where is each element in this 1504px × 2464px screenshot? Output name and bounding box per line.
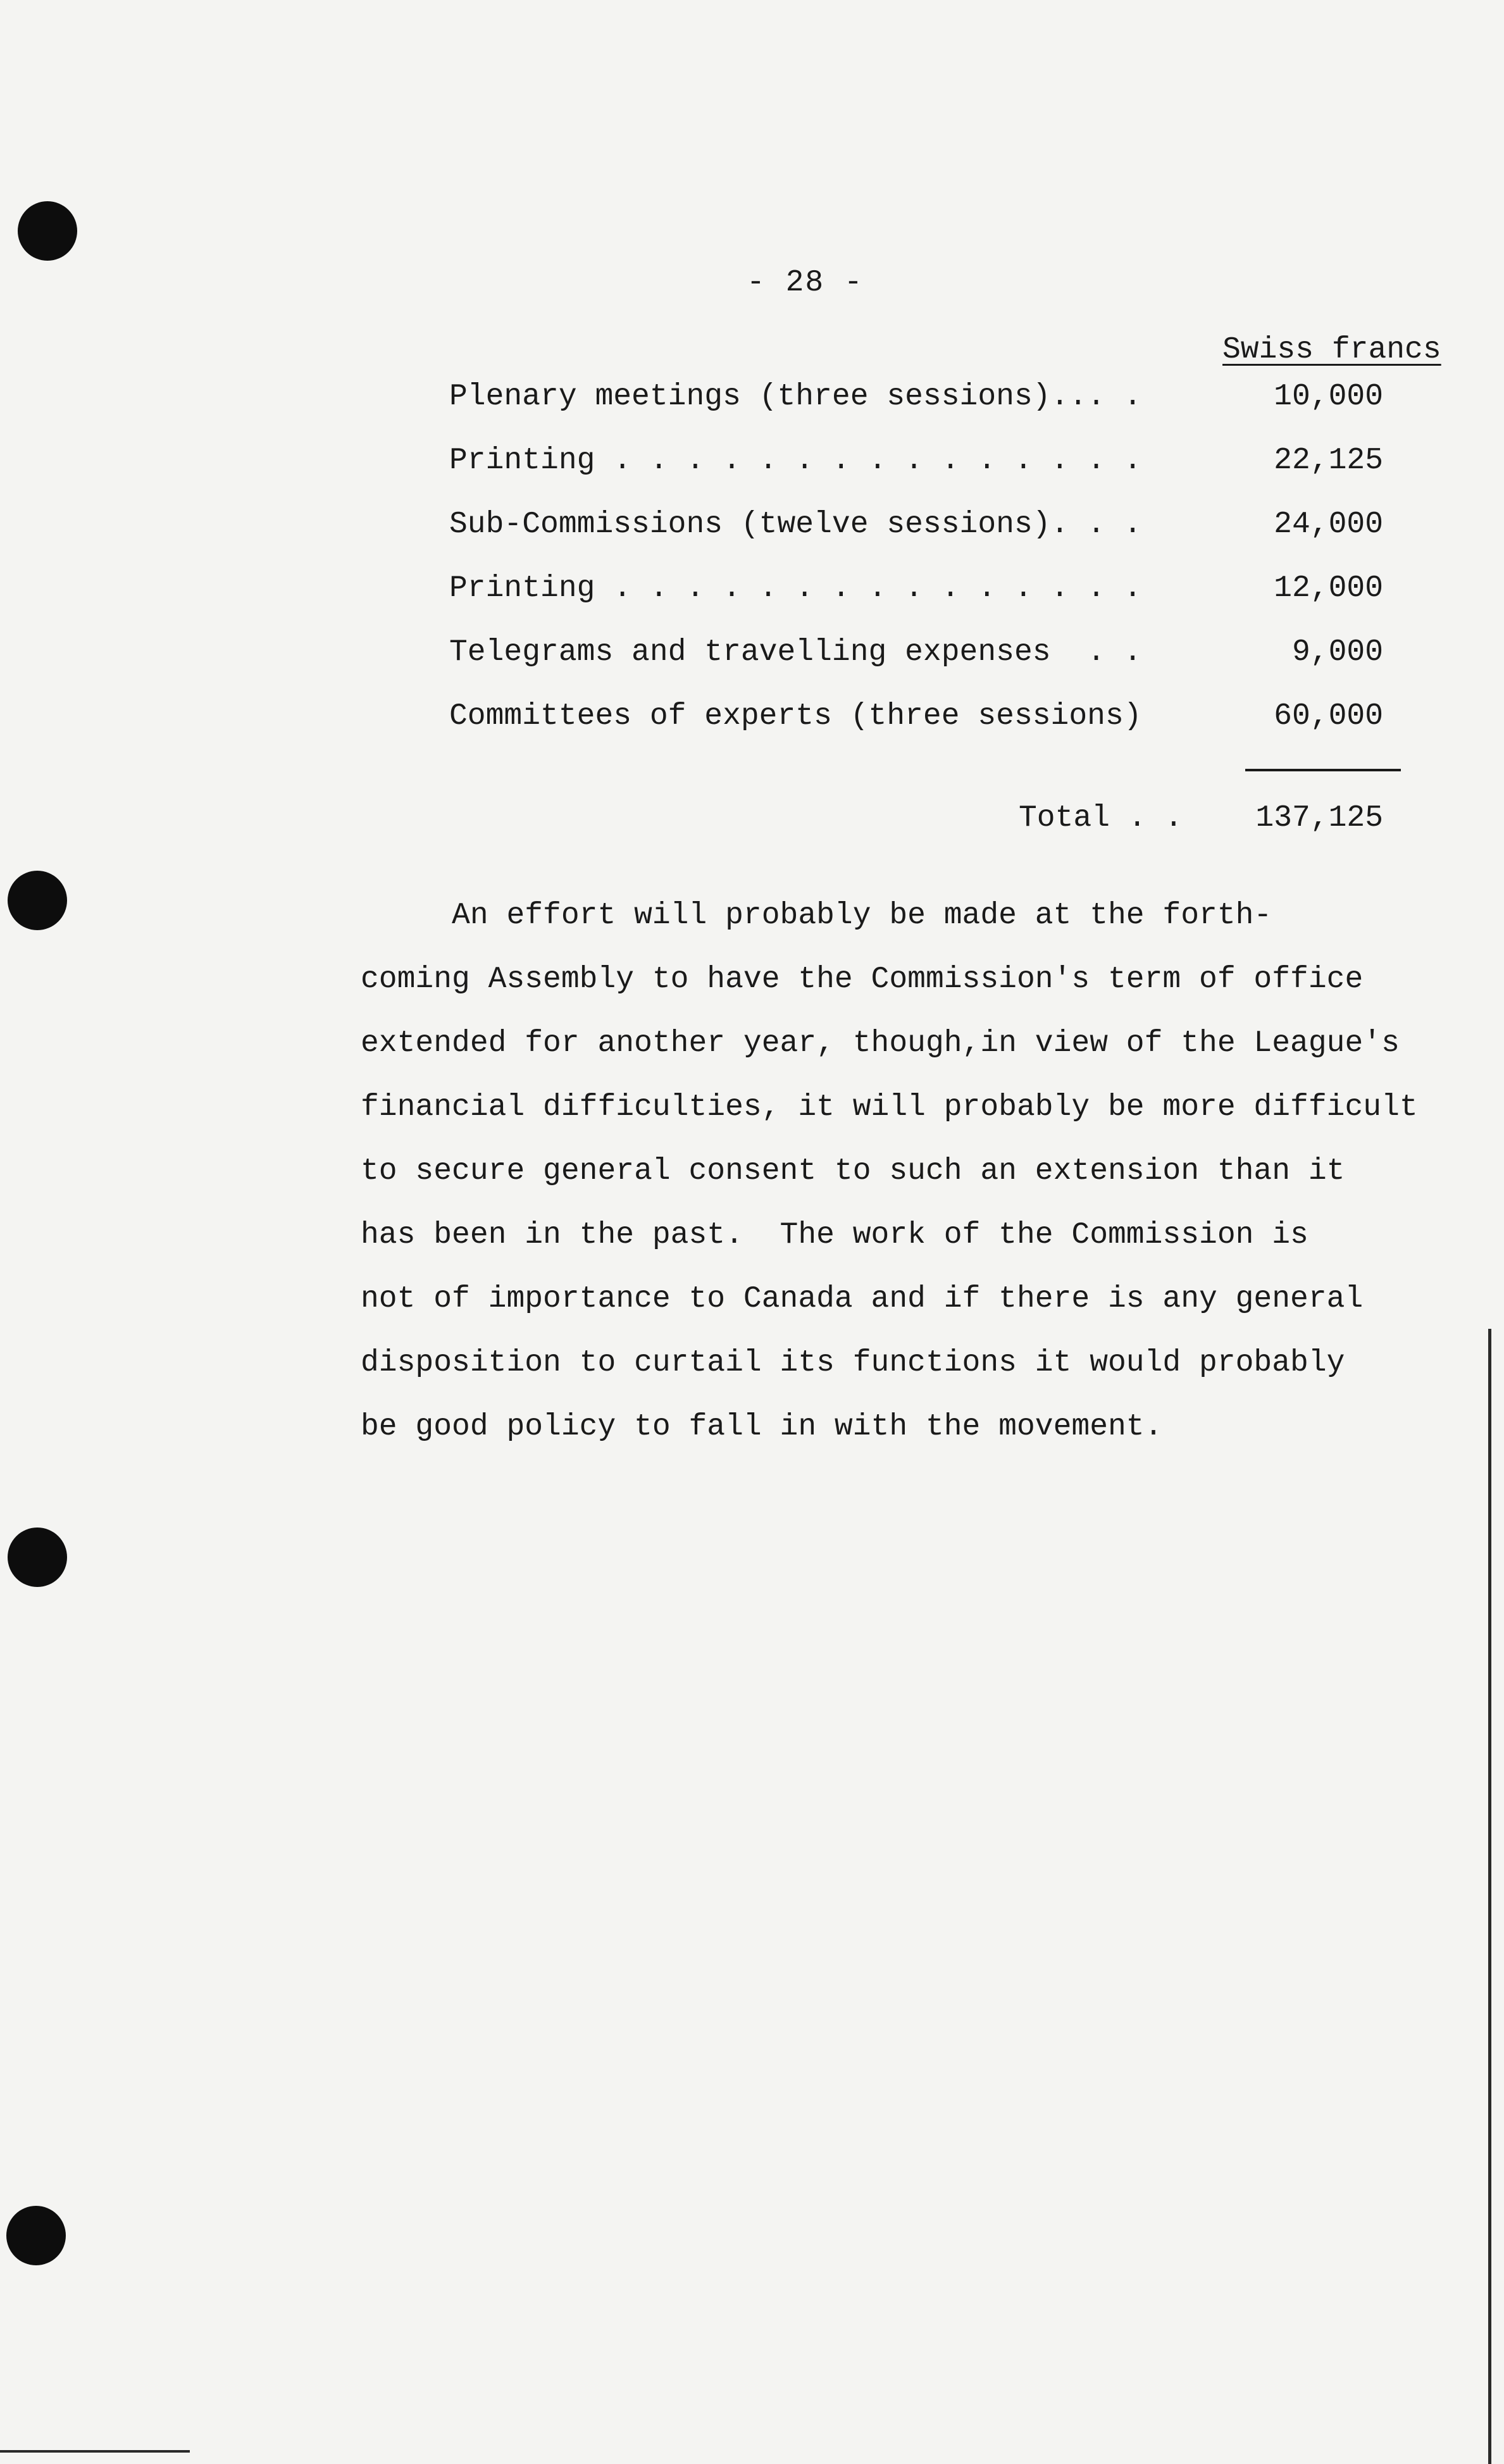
budget-item-label: Telegrams and travelling expenses . . <box>449 635 1142 669</box>
budget-item-amount: 9,000 <box>1291 635 1383 669</box>
budget-item-amount: 60,000 <box>1274 699 1383 733</box>
paragraph-line: be good policy to fall in with the movement. <box>361 1410 1163 1444</box>
paragraph-line: disposition to curtail its functions it would probably <box>361 1346 1345 1380</box>
budget-item-label: Plenary meetings (three sessions)... . <box>449 380 1142 414</box>
budget-item-label: Committees of experts (three sessions) <box>449 699 1142 733</box>
total-rule <box>1245 769 1401 771</box>
paragraph-line: to secure general consent to such an extension than it <box>361 1154 1345 1188</box>
budget-row <box>449 571 1398 635</box>
paragraph-line: not of importance to Canada and if there is any general <box>361 1282 1364 1316</box>
budget-row <box>449 635 1398 699</box>
budget-item-amount: 24,000 <box>1274 507 1383 542</box>
page-edge-line <box>1488 1329 1491 2464</box>
paragraph-line: extended for another year, though,in view of the League's <box>361 1026 1400 1061</box>
currency-column-header: Swiss francs <box>1222 333 1441 367</box>
total-amount: 137,125 <box>1255 801 1383 835</box>
budget-row <box>449 507 1398 571</box>
budget-item-label: Printing . . . . . . . . . . . . . . . <box>449 571 1142 606</box>
page-edge-line <box>0 2450 190 2453</box>
budget-row <box>449 380 1398 444</box>
paragraph-line: financial difficulties, it will probably be more difficult <box>361 1090 1418 1124</box>
budget-row <box>449 444 1398 507</box>
paragraph-line: has been in the past. The work of the Commission is <box>361 1218 1308 1252</box>
budget-item-label: Sub-Commissions (twelve sessions). . . <box>449 507 1142 542</box>
page-number: - 28 - <box>747 266 864 300</box>
punch-hole <box>8 1528 67 1587</box>
punch-hole <box>18 201 77 261</box>
total-label: Total . . <box>1019 801 1183 835</box>
body-paragraph <box>361 899 1487 1474</box>
paragraph-line: coming Assembly to have the Commission's term of office <box>361 962 1364 997</box>
paragraph-line: An effort will probably be made at the forth- <box>361 899 1272 933</box>
budget-item-amount: 22,125 <box>1274 444 1383 478</box>
budget-item-amount: 10,000 <box>1274 380 1383 414</box>
budget-row <box>449 699 1398 763</box>
budget-table <box>449 380 1398 763</box>
budget-item-amount: 12,000 <box>1274 571 1383 606</box>
budget-item-label: Printing . . . . . . . . . . . . . . . <box>449 444 1142 478</box>
punch-hole <box>8 871 67 930</box>
punch-hole <box>6 2206 66 2265</box>
